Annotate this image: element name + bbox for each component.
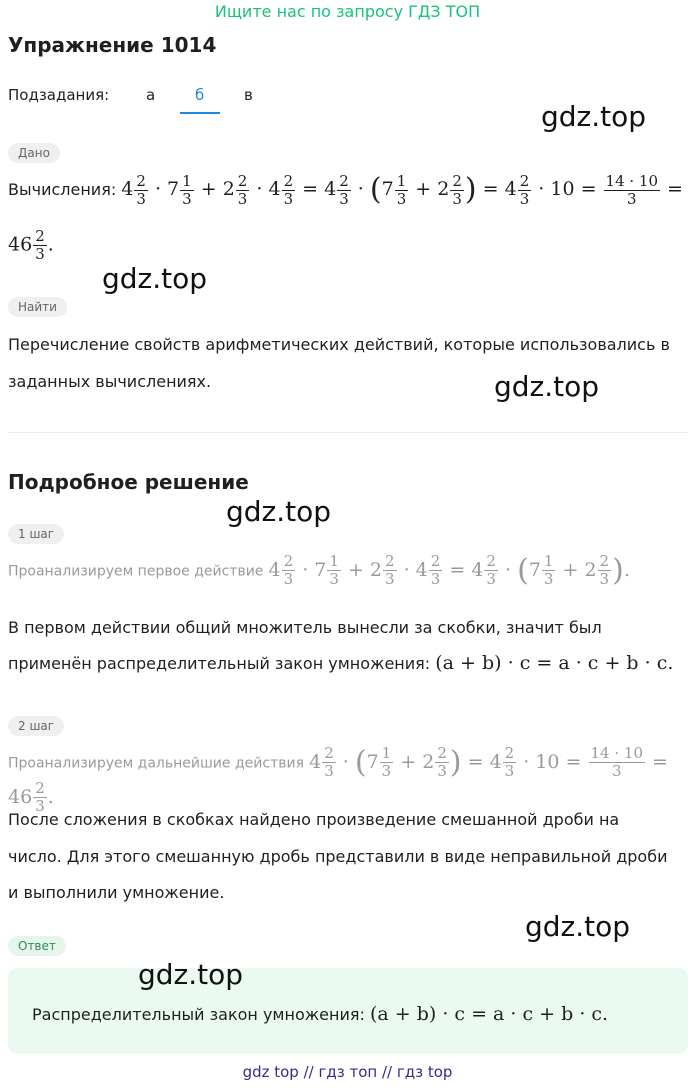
answer-formula: (a + b) · c = a · c + b · c.: [369, 1003, 609, 1025]
step2-formula: 4 $\frac{2}{3}$ · (7 $\frac{1}{3}$ + 2 $\frac{2}{3}$ ) = 4 $\frac{2}{3}$ · 10 = $\frac{14 \cdot 10}{3}$ = 46 $\frac{2}{3}$ .: [8, 744, 668, 815]
watermark: gdz.top: [226, 495, 332, 528]
step1-text-line2: [8, 646, 673, 682]
tab-a[interactable]: а: [146, 86, 156, 104]
step1-prefix: Проанализируем первое действие: [8, 563, 264, 580]
page-title: Упражнение 1014: [8, 33, 217, 57]
section-divider: [8, 432, 688, 433]
watermark: gdz.top: [138, 958, 244, 991]
step2-chip: 2 шаг: [8, 716, 64, 736]
watermark: gdz.top: [525, 910, 631, 943]
subtasks-label: Подзадания:: [8, 86, 110, 104]
given-formula: 4 $\frac{2}{3}$ · 7 $\frac{1}{3}$ + 2 $\frac{2}{3}$ · 4 $\frac{2}{3}$ = 4 $\frac{2}{3}$ · (7 $\frac{1}{3}$ + 2 $\frac{2}{3}$ ) = 4 $\frac{2}{3}$ · 10 = $\frac{14 \cdot 10}{3}$ =: [121, 171, 683, 208]
step1-law-formula: (a + b) · c = a · c + b · c.: [435, 652, 674, 674]
watermark: gdz.top: [494, 370, 600, 403]
active-tab-indicator: [180, 112, 220, 114]
step2-text-line1: После сложения в скобках найдено произведение смешанной дроби на: [8, 810, 620, 829]
step2-text-line2: число. Для этого смешанную дробь представили в виде неправильной дроби: [8, 847, 668, 866]
step1-text-line2-label: применён распределительный закон умножения:: [8, 654, 431, 673]
answer-chip: Ответ: [8, 936, 66, 956]
given-line: [8, 172, 688, 208]
tab-v[interactable]: в: [244, 86, 253, 104]
step1-chip: 1 шаг: [8, 524, 64, 544]
find-chip: Найти: [8, 297, 67, 317]
answer-line: [32, 997, 608, 1033]
watermark: gdz.top: [541, 100, 647, 133]
answer-text: Распределительный закон умножения:: [32, 1005, 365, 1024]
given-chip: Дано: [8, 143, 60, 163]
tab-b[interactable]: б: [195, 86, 205, 104]
footer-links[interactable]: gdz top // гдз топ // гдз top: [242, 1063, 453, 1081]
step1-analysis: [8, 553, 630, 588]
solution-title: Подробное решение: [8, 470, 249, 494]
search-banner[interactable]: Ищите нас по запросу ГДЗ ТОП: [214, 2, 481, 21]
find-text-line1: Перечисление свойств арифметических действий, которые использовались в: [8, 335, 670, 354]
given-formula-result: 46 $\frac{2}{3}$ .: [8, 227, 54, 263]
watermark: gdz.top: [102, 262, 208, 295]
given-prefix: Вычисления:: [8, 180, 117, 199]
step2-text-line3: и выполнили умножение.: [8, 883, 225, 902]
step1-text-line1: В первом действии общий множитель вынесли за скобки, значит был: [8, 618, 602, 637]
step1-formula: 4 $\frac{2}{3}$ · 7 $\frac{1}{3}$ + 2 $\frac{2}{3}$ · 4 $\frac{2}{3}$ = 4 $\frac{2}{3}$ · (7 $\frac{1}{3}$ + 2 $\frac{2}{3}$ ).: [268, 552, 630, 588]
step2-prefix: Проанализируем дальнейшие действия: [8, 755, 304, 772]
find-text-line2: заданных вычислениях.: [8, 372, 212, 391]
